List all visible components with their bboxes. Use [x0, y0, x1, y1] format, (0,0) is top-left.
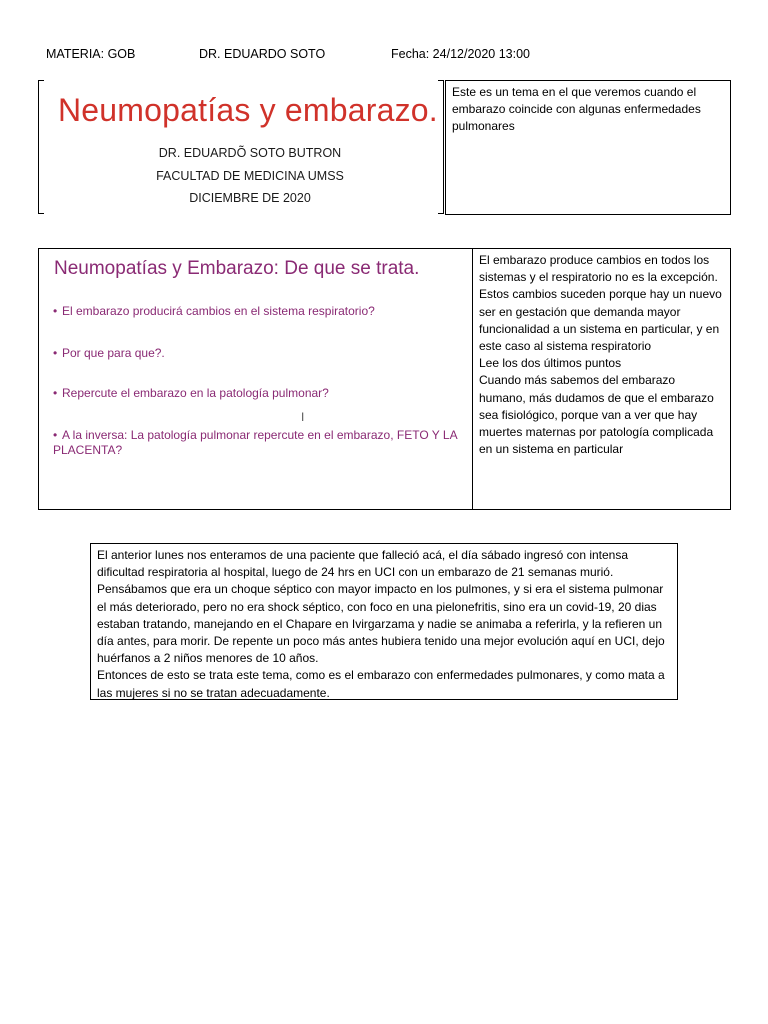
note-box-3	[90, 543, 678, 700]
slide1-author: DR. EDUARDÕ SOTO BUTRON	[158, 146, 342, 160]
note-box-1	[445, 80, 731, 215]
note3-paragraph: El anterior lunes nos enteramos de una paciente que falleció acá, el día sábado ingresó con intensa dificultad respiratoria al hospital, luego de 24 hrs en UCI con un embarazo de 21 semanas murió.	[97, 548, 629, 580]
doctor-label: DR. EDUARDO SOTO	[199, 47, 326, 61]
note3-paragraph: Entonces de esto se trata este tema, como es el embarazo con enfermedades pulmonares, y como mata a las mujeres si no se tratan adecuadamente.	[97, 668, 665, 700]
note2-paragraph: Estos cambios suceden porque hay un nuevo ser en gestación que demanda mayor funcionalidad a un sistema en particular, y en este caso al sistema respiratorio	[479, 287, 722, 354]
bullet-text: Repercute el embarazo en la patología pulmonar?	[62, 386, 329, 400]
slide2-bullet: • A la inversa: La patología pulmonar repercute en el embarazo, FETO Y LA PLACENTA?	[53, 428, 457, 457]
note2-paragraph: Cuando más sabemos del embarazo humano, más dudamos de que el embarazo sea fisiológico, porque van a ver que hay muertes maternas por patología complicada en un sistema en particular	[479, 373, 714, 457]
date-label: Fecha: 24/12/2020 13:00	[391, 47, 531, 61]
text-cursor-icon: I	[301, 410, 305, 424]
note3-paragraph: Pensábamos que era un choque séptico con mayor impacto en los pulmones, y si era el sistema pulmonar el más deteriorado, pero no era shock séptico, con foco en una pielonefritis, sino era un covid-19, 20 dias estaban tratando, manejando en el Chapare en Ivirgarzama y nadie se animaba a referirla, y la refieren un día antes, para morir. De repente un poco más antes hubiera tenido una mejor evolución aquí en UCI, dejo huérfanos a 2 niños menores de 10 años.	[97, 582, 665, 666]
bullet-text: El embarazo producirá cambios en el sistema respiratorio?	[62, 304, 375, 318]
slide1-title: Neumopatías y embarazo.	[58, 92, 438, 128]
slide2-bullet: • Por que para que?.	[53, 346, 165, 360]
slide2-bullet: • El embarazo producirá cambios en el sistema respiratorio?	[53, 304, 375, 318]
bullet-text: Por que para que?.	[62, 346, 165, 360]
note2-paragraph: Lee los dos últimos puntos	[479, 356, 622, 371]
bullet-text: A la inversa: La patología pulmonar repercute en el embarazo, FETO Y LA PLACENTA?	[53, 428, 457, 457]
slide2-frame-spacer	[38, 248, 44, 510]
slide2-bullet: • Repercute el embarazo en la patología pulmonar?	[53, 386, 329, 400]
note-box-2	[472, 248, 731, 510]
slide2-title: Neumopatías y Embarazo: De que se trata.	[54, 258, 420, 279]
note2-paragraph: El embarazo produce cambios en todos los sistemas y el respiratorio no es la excepción.	[479, 253, 718, 285]
slide1-left-bracket	[38, 80, 44, 214]
subject-label: MATERIA: GOB	[46, 47, 136, 61]
slide1-faculty: FACULTAD DE MEDICINA UMSS	[156, 169, 344, 183]
note1-text: Este es un tema en el que veremos cuando el embarazo coincide con algunas enfermedades pulmonares	[452, 85, 701, 134]
slide1-date: DICIEMBRE DE 2020	[189, 191, 311, 205]
